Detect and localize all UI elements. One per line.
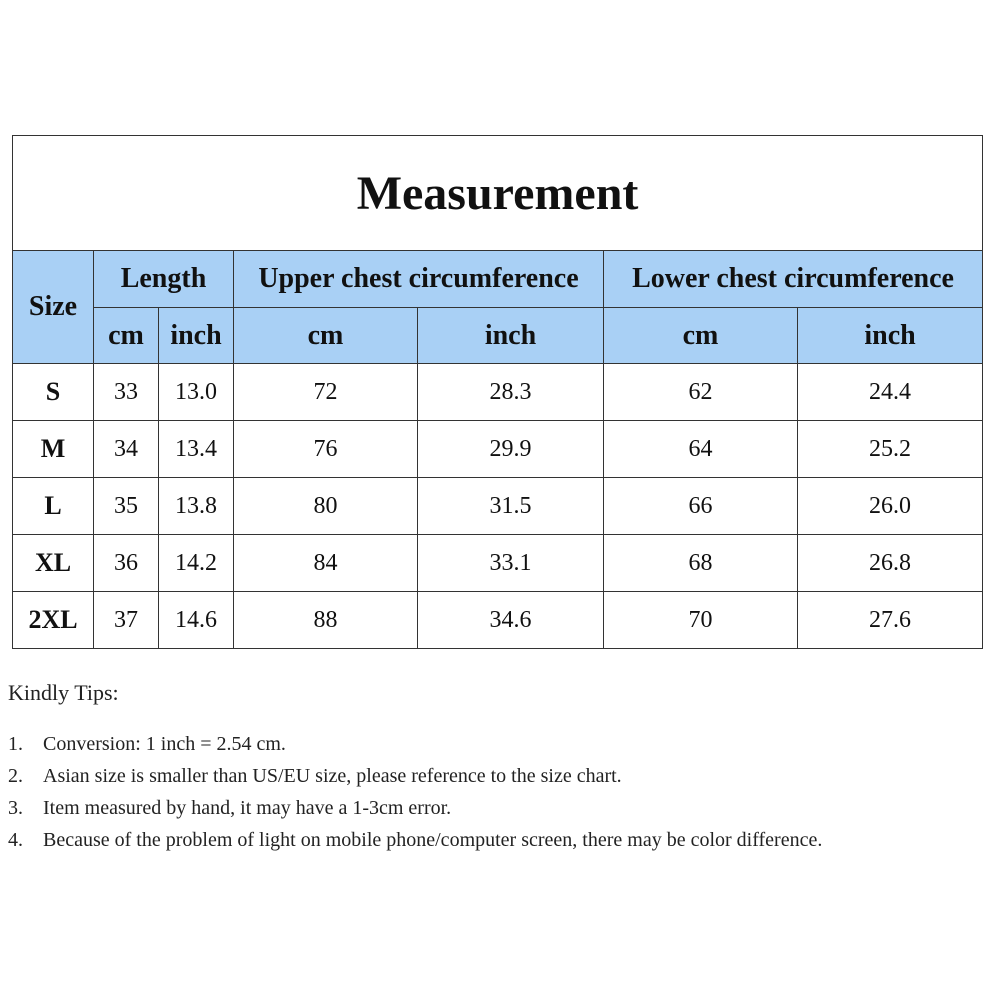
value-cell: 29.9 bbox=[418, 421, 604, 478]
header-unit: inch bbox=[418, 308, 604, 364]
value-cell: 33.1 bbox=[418, 535, 604, 592]
tips-list bbox=[8, 728, 863, 856]
value-cell: 28.3 bbox=[418, 364, 604, 421]
value-cell: 34 bbox=[94, 421, 159, 478]
tip-text: Conversion: 1 inch = 2.54 cm. bbox=[43, 733, 286, 755]
tip-text: Item measured by hand, it may have a 1-3cm error. bbox=[43, 797, 452, 819]
header-length: Length bbox=[94, 251, 234, 308]
tip-number: 4. bbox=[8, 829, 23, 851]
table-row bbox=[13, 421, 983, 478]
size-cell: M bbox=[13, 421, 94, 478]
value-cell: 37 bbox=[94, 592, 159, 649]
value-cell: 64 bbox=[604, 421, 798, 478]
tip-number: 3. bbox=[8, 797, 23, 819]
value-cell: 36 bbox=[94, 535, 159, 592]
tip-text: Asian size is smaller than US/EU size, please reference to the size chart. bbox=[43, 765, 622, 787]
value-cell: 72 bbox=[234, 364, 418, 421]
table-row bbox=[13, 364, 983, 421]
header-unit: cm bbox=[604, 308, 798, 364]
tip-number: 2. bbox=[8, 765, 23, 787]
value-cell: 14.2 bbox=[159, 535, 234, 592]
header-unit: cm bbox=[94, 308, 159, 364]
value-cell: 24.4 bbox=[798, 364, 983, 421]
table-row bbox=[13, 478, 983, 535]
header-unit: inch bbox=[159, 308, 234, 364]
tip-item bbox=[8, 824, 863, 856]
value-cell: 62 bbox=[604, 364, 798, 421]
value-cell: 13.8 bbox=[159, 478, 234, 535]
header-size: Size bbox=[13, 251, 94, 364]
tip-number: 1. bbox=[8, 733, 23, 755]
value-cell: 14.6 bbox=[159, 592, 234, 649]
size-cell: S bbox=[13, 364, 94, 421]
value-cell: 13.0 bbox=[159, 364, 234, 421]
tips-heading: Kindly Tips: bbox=[8, 680, 119, 705]
table-row bbox=[13, 535, 983, 592]
header-lower-chest: Lower chest circumference bbox=[604, 251, 983, 308]
size-cell: 2XL bbox=[13, 592, 94, 649]
value-cell: 66 bbox=[604, 478, 798, 535]
value-cell: 35 bbox=[94, 478, 159, 535]
value-cell: 26.0 bbox=[798, 478, 983, 535]
header-unit: cm bbox=[234, 308, 418, 364]
tip-item bbox=[8, 728, 863, 760]
value-cell: 84 bbox=[234, 535, 418, 592]
value-cell: 76 bbox=[234, 421, 418, 478]
value-cell: 26.8 bbox=[798, 535, 983, 592]
header-unit: inch bbox=[798, 308, 983, 364]
value-cell: 68 bbox=[604, 535, 798, 592]
tip-item bbox=[8, 792, 863, 824]
value-cell: 31.5 bbox=[418, 478, 604, 535]
size-cell: L bbox=[13, 478, 94, 535]
tip-item bbox=[8, 760, 863, 792]
size-cell: XL bbox=[13, 535, 94, 592]
value-cell: 88 bbox=[234, 592, 418, 649]
table-title: Measurement bbox=[13, 136, 983, 251]
value-cell: 27.6 bbox=[798, 592, 983, 649]
header-upper-chest: Upper chest circumference bbox=[234, 251, 604, 308]
value-cell: 70 bbox=[604, 592, 798, 649]
tip-text: Because of the problem of light on mobile phone/computer screen, there may be color difference. bbox=[43, 829, 823, 851]
table-row bbox=[13, 592, 983, 649]
size-chart-table bbox=[12, 135, 983, 649]
value-cell: 34.6 bbox=[418, 592, 604, 649]
value-cell: 80 bbox=[234, 478, 418, 535]
value-cell: 25.2 bbox=[798, 421, 983, 478]
value-cell: 33 bbox=[94, 364, 159, 421]
value-cell: 13.4 bbox=[159, 421, 234, 478]
